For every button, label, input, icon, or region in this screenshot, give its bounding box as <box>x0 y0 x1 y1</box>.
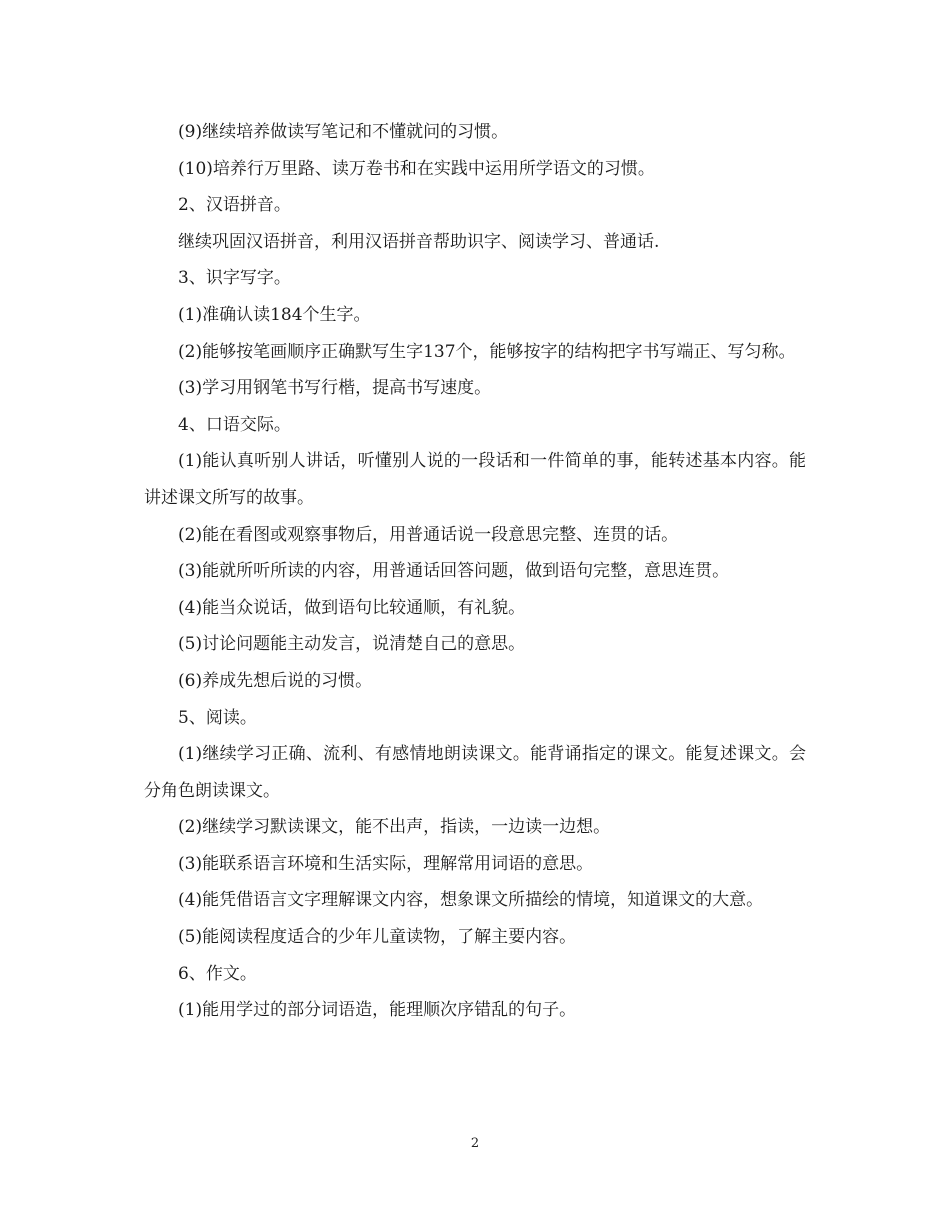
paragraph-reading-4: (4)能凭借语言文字理解课文内容，想象课文所描绘的情境，知道课文的大意。 <box>178 890 764 911</box>
paragraph-oral-6: (6)养成先想后说的习惯。 <box>178 670 373 691</box>
section-heading-pinyin: 2、汉语拼音。 <box>178 195 291 216</box>
paragraph-reading-5: (5)能阅读程度适合的少年儿童读物，了解主要内容。 <box>178 927 577 948</box>
paragraph-characters-1: (1)准确认读184个生字。 <box>178 304 371 325</box>
paragraph-habit-10: (10)培养行万里路、读万卷书和在实践中运用所学语文的习惯。 <box>178 158 655 179</box>
paragraph-oral-1: (1)能认真听别人讲话，听懂别人说的一段话和一件简单的事，能转述基本内容。能讲述课文所写的故事。 <box>144 451 806 508</box>
paragraph-pinyin: 继续巩固汉语拼音，利用汉语拼音帮助识字、阅读学习、普通话. <box>178 231 660 252</box>
section-heading-characters: 3、识字写字。 <box>178 268 291 289</box>
paragraph-oral-3: (3)能就所听所读的内容，用普通话回答问题，做到语句完整，意思连贯。 <box>178 561 730 582</box>
paragraph-characters-2: (2)能够按笔画顺序正确默写生字137个，能够按字的结构把字书写端正、写匀称。 <box>178 341 796 362</box>
paragraph-oral-5: (5)讨论问题能主动发言，说清楚自己的意思。 <box>178 634 526 655</box>
paragraph-reading-1: (1)继续学习正确、流利、有感情地朗读课文。能背诵指定的课文。能复述课文。会分角色朗读课文。 <box>144 744 806 801</box>
paragraph-characters-3: (3)学习用钢笔书写行楷，提高书写速度。 <box>178 378 492 399</box>
paragraph-oral-2: (2)能在看图或观察事物后，用普通话说一段意思完整、连贯的话。 <box>178 524 679 545</box>
document-body <box>144 114 806 1029</box>
page-number: 2 <box>470 1136 480 1151</box>
section-heading-composition: 6、作文。 <box>178 963 257 984</box>
section-heading-reading: 5、阅读。 <box>178 707 257 728</box>
paragraph-oral-4: (4)能当众说话，做到语句比较通顺，有礼貌。 <box>178 597 526 618</box>
paragraph-composition-1: (1)能用学过的部分词语造，能理顺次序错乱的句子。 <box>178 1000 577 1021</box>
paragraph-reading-2: (2)继续学习默读课文，能不出声，指读，一边读一边想。 <box>178 817 611 838</box>
paragraph-habit-9: (9)继续培养做读写笔记和不懂就问的习惯。 <box>178 122 509 142</box>
section-heading-oral: 4、口语交际。 <box>178 414 291 435</box>
paragraph-reading-3: (3)能联系语言环境和生活实际，理解常用词语的意思。 <box>178 853 594 874</box>
